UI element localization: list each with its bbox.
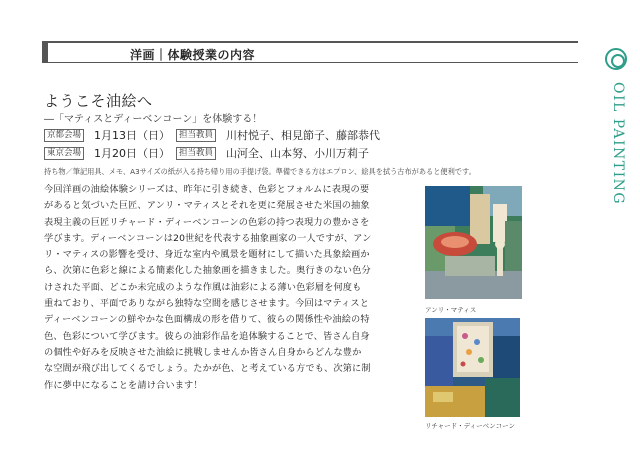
session-date: 1月20日（日）: [94, 147, 171, 160]
body-line: 表現主義の巨匠リチャード・ディーベンコーンの色彩の持つ表現力の豊かさを: [44, 216, 370, 228]
teacher-tag: 担当教員: [176, 147, 216, 160]
diebenkorn-painting-art: [425, 318, 520, 417]
image-caption: リチャード・ディーベンコーン: [425, 422, 516, 430]
body-line: リ・マティスの影響を受け、身近な室内や風景を題材にして描いた具象絵画か: [44, 249, 370, 261]
belongings-note: 持ち物／筆記用具、メモ、A3サイズの紙が入る持ち帰り用の手提げ袋。準備できる方はエプロン、絵具を拭う古布があると便利です。: [44, 167, 476, 176]
venue-badge: 京都会場: [44, 129, 84, 142]
header-marker: [42, 43, 48, 62]
matisse-painting: [425, 186, 522, 299]
body-line: な空間が飛び出してくるでしょう。たかが色、と考えている方でも、次第に制: [44, 363, 371, 375]
session-kyoto: [44, 128, 380, 142]
section-title: 洋画｜体験授業の内容: [130, 48, 256, 62]
teacher-names: 川村悦子、相見節子、藤部恭代: [226, 129, 381, 142]
image-caption: アンリ・マティス: [425, 306, 477, 314]
diebenkorn-painting: [425, 318, 520, 417]
body-line: ら、次第に色彩と線による簡素化した抽象画を描きました。奥行きのない色分: [44, 265, 371, 277]
side-label: OIL PAINTING: [610, 82, 626, 206]
session-date: 1月13日（日）: [94, 129, 171, 142]
body-line: ディーベンコーンの鮮やかな色面構成の形を借りて、彼らの関係性や油絵の特: [44, 314, 370, 326]
matisse-painting-art: [425, 186, 522, 299]
body-line: の個性や好みを反映させた油絵に挑戦しませんか皆さん自身からどんな豊か: [44, 346, 362, 358]
teacher-names: 山河全、山本努、小川万莉子: [226, 147, 370, 160]
body-line: があると気づいた巨匠、アンリ・マティスとそれを更に発展させた米国の抽象: [44, 200, 370, 212]
teacher-tag: 担当教員: [176, 129, 216, 142]
body-line: 学びます。ディーベンコーンは20世紀を代表する抽象画家の一人ですが、アン: [44, 232, 372, 244]
palette-icon: [605, 48, 627, 70]
body-line: 今回洋画の油絵体験シリーズは、昨年に引き続き、色彩とフォルムに表現の要: [44, 184, 370, 195]
page-title: ようこそ油絵へ: [44, 92, 153, 110]
body-text: [44, 182, 404, 394]
body-line: 重ねており、平面でありながら独特な空間を感じさせます。今回はマティスと: [44, 298, 370, 310]
session-tokyo: [44, 146, 369, 160]
section-header: [42, 41, 578, 63]
body-line: 作に夢中になることを請け合います！: [44, 379, 203, 391]
body-line: けされた平面、どこか未完成のような作風は油彩による薄い色彩層を何度も: [44, 281, 362, 293]
body-line: 色、色彩について学びます。彼らの油彩作品を追体験することで、皆さん自身: [44, 330, 370, 342]
venue-badge: 東京会場: [44, 147, 84, 160]
page-subtitle: ―「マティスとディーベンコーン」を体験する！: [44, 114, 263, 125]
